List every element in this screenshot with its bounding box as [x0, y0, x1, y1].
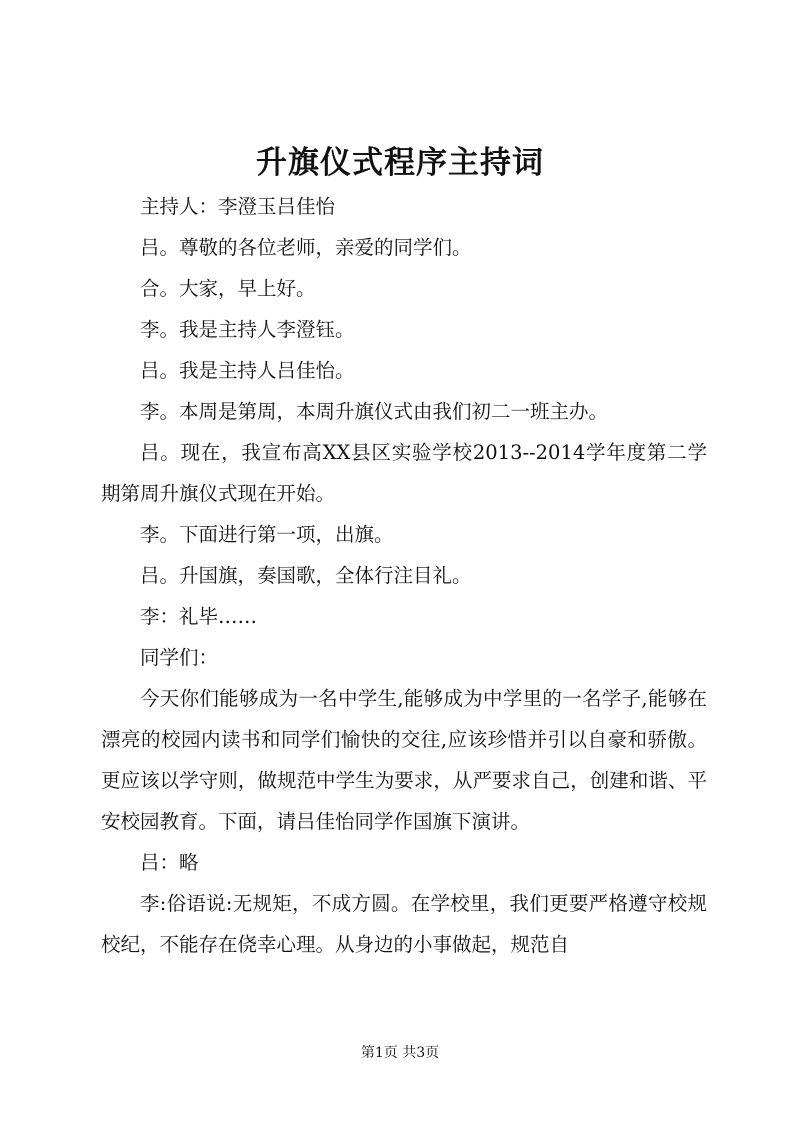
paragraph: 吕：略: [140, 851, 199, 874]
paragraph: 吕。现在，我宣布高XX县区实验学校2013--2014学年度第二学期第周升旗仪式现在开始。: [101, 441, 707, 505]
paragraph: 同学们：: [140, 646, 219, 669]
paragraph: 李。我是主持人李澄钰。: [140, 318, 355, 341]
paragraph: 李:俗语说:无规矩，不成方圆。在学校里，我们更要严格遵守校规校纪，不能存在侥幸心理。从身边的小事做起，规范自: [101, 892, 707, 956]
document-body: [101, 186, 707, 965]
paragraph: 吕。我是主持人吕佳怡。: [140, 359, 355, 382]
paragraph: 吕。升国旗，奏国歌，全体行注目礼。: [140, 564, 472, 587]
paragraph: 李：礼毕……: [140, 605, 258, 628]
paragraph: 李。本周是第周，本周升旗仪式由我们初二一班主办。: [140, 400, 609, 423]
document-title: 升旗仪式程序主持词: [256, 145, 544, 181]
paragraph: 合。大家，早上好。: [140, 277, 316, 300]
paragraph: 今天你们能够成为一名中学生,能够成为中学里的一名学子,能够在漂亮的校园内读书和同学们愉快的交往,应该珍惜并引以自豪和骄傲。更应该以学守则，做规范中学生为要求，从严要求自己，创建和谐、平安校园教育。下面，请吕佳怡同学作国旗下演讲。: [101, 687, 707, 833]
page-footer: 第1页 共3页: [360, 1045, 440, 1061]
paragraph: 李。下面进行第一项，出旗。: [140, 523, 394, 546]
paragraph-host: 主持人：李澄玉吕佳怡: [140, 195, 336, 218]
paragraph: 吕。尊敬的各位老师，亲爱的同学们。: [140, 236, 472, 259]
